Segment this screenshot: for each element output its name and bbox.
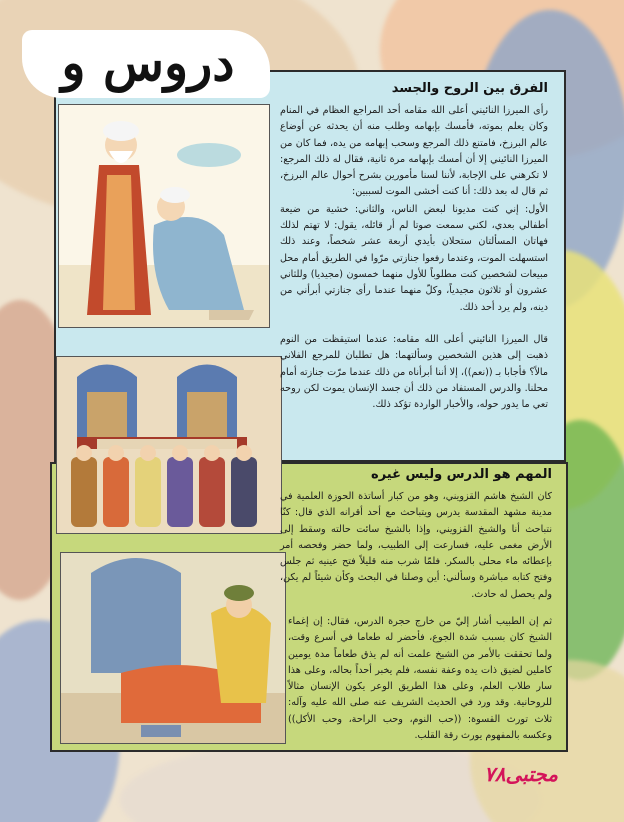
paragraph: ثم إن الطبيب أشار إليّ من خارج حجرة الدرس، فقال: إن إغماء الشيخ كان بسبب شدة الجوع، فأحضر له طعاما في أسرع وقت، ولما تحققت بالأمر من الشيخ علمت أنه لم يذق طعاماً مدة يومين كاملين لضيق ذات يده وعفة نفسه، فلم يخبر أحداً بحاله، وعلى هذا سار طلاب العلم، وعلى هذا الطريق الوعر يكون الإنسان مثالاً للروحانية. وقد ورد في الحديث الشريف عنه صلى الله عليه وآله: ثلاث تورث القسوة: ((حب النوم، وحب الراحة، وحب الأكل)) وعكسه بالمفهوم يورث رقة القلب. xyxy=(288,616,552,742)
article-lesson-study-continued xyxy=(288,614,552,745)
illustration-dream-elders xyxy=(58,104,270,328)
paragraph: الأول: إني كنت مديونا لبعض الناس، والثاني: خشية من ضيعة أطفالي بعدي، لكني سمعت صوتا لم أر قائله، يقول: لا تهتم لذلك فهاتان المسألتان ستحلان بأيدي أربعة عشر شخصاً، وعند ذلك استسهلت الموت، وعندما رفعوا جنازتي مرّوا في الطريق أمام محل مبيعات لشخصين كنت مطلوباً للأول منهما خمسون (مجيديا) وللثاني عشرون أو ثلاثون مجيدياً، وكلّ منهما عندما رأى جنازتي أبرأني من دينه، ولم يرد أحد ذلك. xyxy=(280,203,548,313)
page-title: دروس و xyxy=(61,33,235,92)
paragraph: كان الشيخ هاشم القزويني، وهو من كبار أساتذة الحوزة العلمية في مدينة مشهد المقدسة يدرس ويتباحث مع أحد أقرانه الذي قال: كنّا نتباحث أنا والشيخ القزويني، وإذا بالشيخ سائت حالته وسقط إلى الأرض مغمى عليه، فسارعت إلى الطبيب، ولما حضر وفحصه أمر بإعطائه ماء محلى بالسكر. فلمّا شرب منه قليلاً فتح عينيه ثم جلس وفتح كتابه مباشرة وسألني: أين وصلنا في البحث وكأن شيئاً لم يكن، ولم يحصل له حادث. xyxy=(280,491,552,600)
section-heading: الفرق بين الروح والجسد xyxy=(391,81,548,96)
paragraph: رأى الميرزا النائيني أعلى الله مقامه أحد المراجع العظام في المنام وكان يعلم بموته، فأمسك بإبهامه وطلب منه أن يحدثه عن أوضاع عالم البرزخ، فامتنع ذلك المرجع وسحب إبهامه من يده، فما كان من الميرزا النائيني إلا أن أمسك بإبهامه مرة ثانية، فقال له ذلك المرجع: لا تكرهني على الإجابة، لأننا لسنا مأمورين بشرح أحوال عالم البرزخ، ثم قال له بعد ذلك: أنا كنت أخشى الموت لسببين: xyxy=(280,105,548,198)
section-heading: المهم هو الدرس وليس غيره xyxy=(371,467,552,482)
magazine-logo xyxy=(456,754,586,794)
article-lesson-study xyxy=(280,466,552,604)
brand-name: مجتبى xyxy=(505,762,558,786)
illustration-fainted-sheikh xyxy=(60,552,286,744)
illustration-funeral-procession xyxy=(56,356,282,534)
article-lesson-soul-body-continued xyxy=(280,332,548,414)
page-number: ٧٨ xyxy=(484,762,506,786)
article-lesson-soul-body xyxy=(280,80,548,317)
paragraph: قال الميرزا النائيني أعلى الله مقامه: عندما استيقظت من النوم ذهبت إلى هذين الشخصين وسألتهما: هل تطلبان للمرجع الفلاني مالاً؟ فأجابا بـ ((نعم))، إلا أننا أبرأناه من ذلك عندما مرّت جنازته أمام محلنا. والدرس المستفاد من ذلك أن جسد الإنسان يموت لكن روحه تعي ما يدور حوله، والأخبار الواردة تؤكد ذلك. xyxy=(280,334,548,411)
